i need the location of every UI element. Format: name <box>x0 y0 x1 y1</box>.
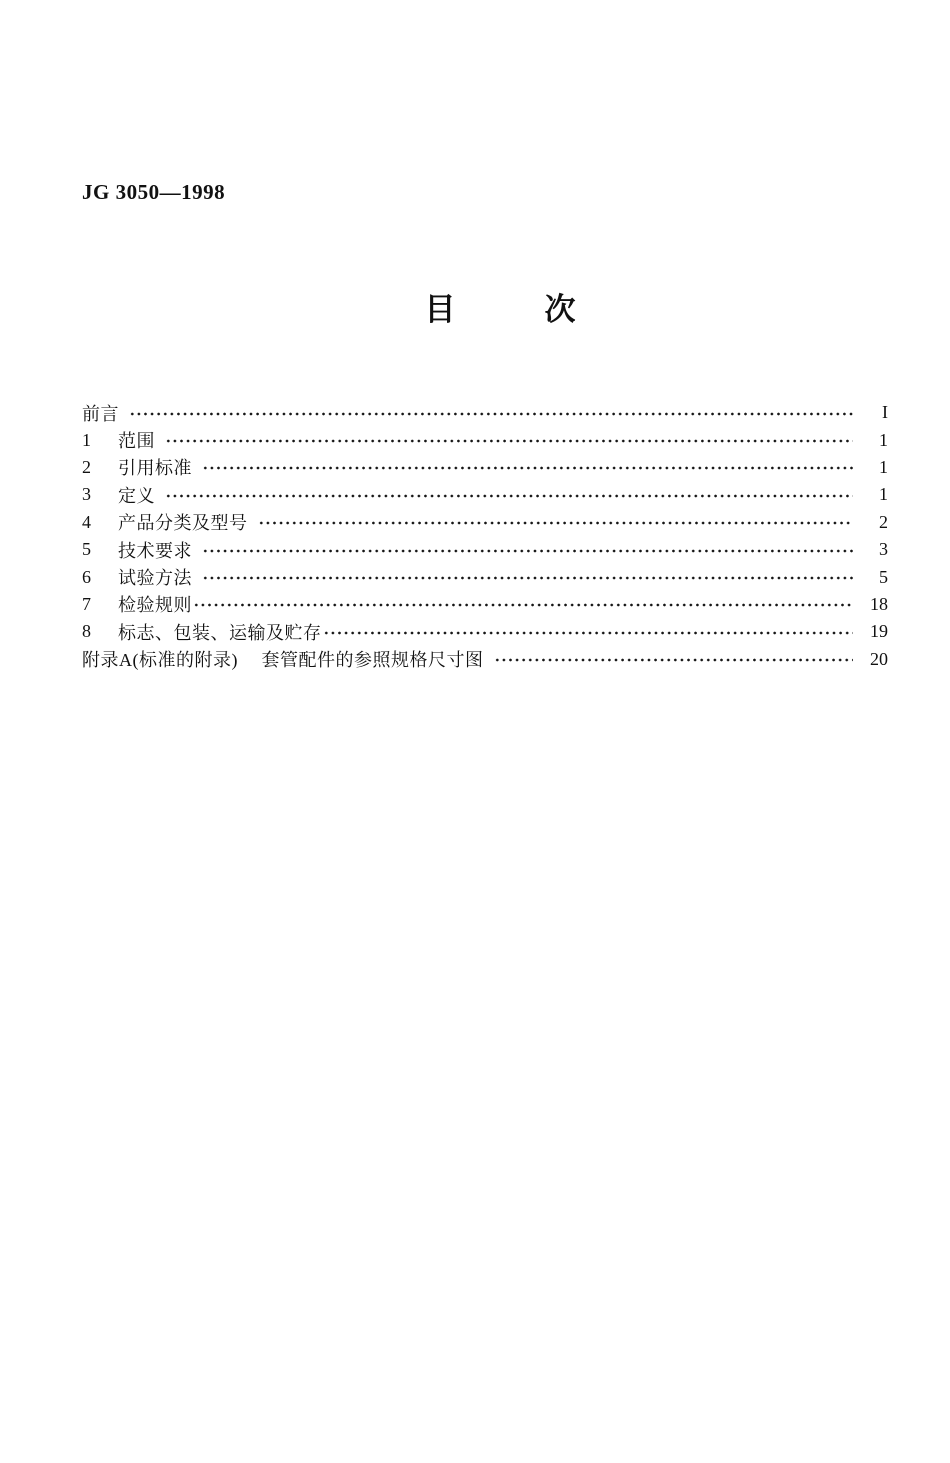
page-title-char-2: 次 <box>544 292 576 328</box>
toc-entry-number: 5 <box>82 539 91 560</box>
toc-entry <box>82 563 888 590</box>
dot-leader <box>165 487 853 505</box>
dot-leader <box>323 624 854 642</box>
toc-entry-page: 20 <box>870 648 888 669</box>
toc-entry <box>82 646 888 673</box>
toc-entry-page: I <box>882 402 888 423</box>
toc-entry <box>82 481 888 508</box>
toc-entry-label: 定义 <box>118 485 155 506</box>
toc-entry-label: 引用标准 <box>118 458 192 479</box>
toc-entry-number: 4 <box>82 511 91 532</box>
dot-leader <box>129 405 853 423</box>
toc-entry <box>82 618 888 645</box>
toc-entry-page: 1 <box>879 484 888 505</box>
toc-entry <box>82 509 888 536</box>
toc-entry-label: 范围 <box>118 431 155 452</box>
toc-entry-page: 2 <box>879 511 888 532</box>
toc-entry-label: 附录A(标准的附录) 套管配件的参照规格尺寸图 <box>82 650 484 671</box>
dot-leader <box>258 514 854 532</box>
toc-entry-page: 1 <box>879 429 888 450</box>
toc-entry-page: 18 <box>870 593 888 614</box>
toc-entry-label: 技术要求 <box>118 540 192 561</box>
toc-entry <box>82 591 888 618</box>
toc-entry-page: 3 <box>879 539 888 560</box>
dot-leader <box>202 459 853 477</box>
dot-leader <box>202 569 853 587</box>
standard-number: JG 3050—1998 <box>82 180 226 204</box>
toc-entry-number: 2 <box>82 456 91 477</box>
dot-leader <box>193 596 853 614</box>
toc-entry-label: 产品分类及型号 <box>118 513 248 534</box>
toc-entry <box>82 454 888 481</box>
toc-entry-number: 1 <box>82 429 91 450</box>
dot-leader <box>494 651 854 669</box>
toc-entry-number: 6 <box>82 566 91 587</box>
page-title <box>0 284 950 329</box>
toc-entry-number: 3 <box>82 484 91 505</box>
dot-leader <box>165 432 853 450</box>
toc-entry <box>82 426 888 453</box>
toc-list <box>82 399 888 673</box>
toc-entry-page: 19 <box>870 621 888 642</box>
toc-entry-label: 标志、包装、运输及贮存 <box>118 622 322 643</box>
toc-entry <box>82 536 888 563</box>
page-title-char-1: 目 <box>424 292 456 328</box>
dot-leader <box>202 542 853 560</box>
toc-entry-label: 检验规则 <box>118 595 192 616</box>
toc-entry-label: 试验方法 <box>118 568 192 589</box>
toc-entry-number: 7 <box>82 593 91 614</box>
toc-entry-number: 8 <box>82 621 91 642</box>
toc-entry-page: 5 <box>879 566 888 587</box>
toc-entry-label: 前言 <box>82 403 119 424</box>
toc-entry <box>82 399 888 426</box>
toc-entry-page: 1 <box>879 456 888 477</box>
